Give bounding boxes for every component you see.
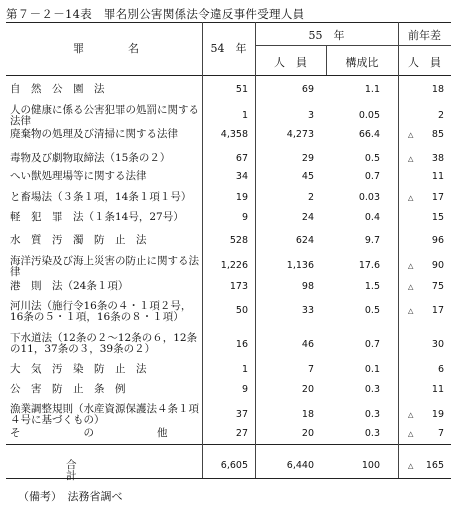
- row-count-54: 9: [241, 212, 248, 223]
- row-diff: 18: [431, 84, 444, 95]
- row-diff: 17: [431, 305, 444, 316]
- row-count-54: 1,226: [220, 260, 248, 271]
- header-55-persons: 人 員: [274, 56, 307, 69]
- row-diff: 6: [437, 364, 444, 375]
- row-ratio-55: 66.4: [358, 129, 380, 140]
- row-count-55: 2: [307, 192, 314, 203]
- row-diff: 15: [431, 212, 444, 223]
- decrease-triangle-icon: △: [408, 307, 414, 315]
- row-diff: 85: [431, 129, 444, 140]
- row-ratio-55: 0.7: [364, 339, 380, 350]
- row-diff: 11: [431, 171, 444, 182]
- row-count-55: 18: [301, 409, 314, 420]
- row-name: 廃棄物の処理及び清掃に関する法律: [10, 128, 178, 140]
- row-ratio-55: 0.1: [364, 364, 380, 375]
- row-count-54: 173: [229, 281, 248, 292]
- decrease-triangle-icon: △: [408, 194, 414, 202]
- row-count-55: 1,136: [286, 260, 314, 271]
- decrease-triangle-icon: △: [408, 283, 414, 291]
- diff-subrule: [398, 45, 451, 46]
- row-count-54: 50: [235, 305, 248, 316]
- row-count-55: 46: [301, 339, 314, 350]
- row-name: 漁業調整規則（水産資源保護法４条１項４号に基づくもの）: [10, 403, 199, 426]
- row-name: 公 害 防 止 条 例: [10, 383, 126, 395]
- row-name: 人の健康に係る公害犯罪の処罰に関する法律: [10, 104, 199, 127]
- decrease-triangle-icon: △: [408, 430, 414, 438]
- total-label: 合 計: [66, 459, 192, 482]
- row-name: そ の 他: [10, 427, 168, 439]
- decrease-triangle-icon: △: [408, 411, 414, 419]
- row-count-55: 29: [301, 153, 314, 164]
- row-diff: 7: [437, 428, 444, 439]
- row-name: と畜場法（３条１項，14条１項１号）: [10, 191, 192, 203]
- row-diff: 30: [431, 339, 444, 350]
- decrease-triangle-icon: △: [408, 462, 414, 470]
- row-count-55: 69: [301, 84, 314, 95]
- row-count-55: 7: [307, 364, 314, 375]
- row-ratio-55: 0.4: [364, 212, 380, 223]
- row-diff: 38: [431, 153, 444, 164]
- row-count-55: 45: [301, 171, 314, 182]
- row-diff: 2: [437, 110, 444, 121]
- row-diff: 90: [431, 260, 444, 271]
- row-ratio-55: 1.1: [364, 84, 380, 95]
- row-count-55: 98: [301, 281, 314, 292]
- row-count-54: 37: [235, 409, 248, 420]
- row-count-54: 51: [235, 84, 248, 95]
- row-count-54: 528: [229, 235, 248, 246]
- row-name: 毒物及び劇物取締法（15条の２）: [10, 152, 171, 164]
- row-count-55: 4,273: [286, 129, 314, 140]
- header-diff: 前年差: [408, 29, 441, 42]
- row-name: 河川法（施行令16条の４・１項２号，16条の５・１項，16条の８・１項）: [10, 300, 192, 323]
- total-diff: 165: [425, 460, 444, 471]
- row-diff: 19: [431, 409, 444, 420]
- decrease-triangle-icon: △: [408, 131, 414, 139]
- row-ratio-55: 0.5: [364, 305, 380, 316]
- row-ratio-55: 0.7: [364, 171, 380, 182]
- row-count-55: 3: [307, 110, 314, 121]
- row-count-54: 27: [235, 428, 248, 439]
- row-count-55: 20: [301, 384, 314, 395]
- row-name: 大 気 汚 染 防 止 法: [10, 363, 147, 375]
- decrease-triangle-icon: △: [408, 262, 414, 270]
- header-diff-persons: 人 員: [408, 56, 441, 69]
- row-ratio-55: 0.03: [358, 192, 380, 203]
- header-crime-name: 罪 名: [73, 42, 139, 55]
- header-year-54: 54 年: [210, 42, 247, 55]
- row-name: 港 則 法（24条１項）: [10, 280, 129, 292]
- row-ratio-55: 1.5: [364, 281, 380, 292]
- row-ratio-55: 0.5: [364, 153, 380, 164]
- row-ratio-55: 0.3: [364, 428, 380, 439]
- row-count-55: 24: [301, 212, 314, 223]
- row-count-54: 1: [241, 364, 248, 375]
- decrease-triangle-icon: △: [408, 155, 414, 163]
- row-count-54: 34: [235, 171, 248, 182]
- header-year-55: 55 年: [308, 29, 345, 42]
- top-rule: [6, 22, 451, 23]
- total-count-54: 6,605: [220, 460, 248, 471]
- row-count-54: 67: [235, 153, 248, 164]
- row-name: 下水道法（12条の２～12条の６，12条の11，37条の３，39条の２）: [10, 332, 198, 355]
- row-count-55: 20: [301, 428, 314, 439]
- row-ratio-55: 0.3: [364, 409, 380, 420]
- total-rule: [6, 444, 451, 445]
- row-count-54: 16: [235, 339, 248, 350]
- data-table: [6, 22, 451, 482]
- row-count-54: 19: [235, 192, 248, 203]
- row-count-54: 9: [241, 384, 248, 395]
- row-ratio-55: 9.7: [364, 235, 380, 246]
- total-ratio-55: 100: [361, 460, 380, 471]
- row-name: 自 然 公 園 法: [10, 83, 105, 95]
- row-diff: 11: [431, 384, 444, 395]
- row-diff: 75: [431, 281, 444, 292]
- table-title: 第７－２－14表 罪名別公害関係法令違反事件受理人員: [6, 7, 305, 21]
- row-count-54: 1: [241, 110, 248, 121]
- row-ratio-55: 0.05: [358, 110, 380, 121]
- row-name: 水 質 汚 濁 防 止 法: [10, 234, 147, 246]
- header-55-ratio: 構成比: [345, 56, 379, 69]
- total-count-55: 6,440: [286, 460, 314, 471]
- row-name: 海洋汚染及び海上災害の防止に関する法律: [10, 255, 199, 278]
- row-name: 軽 犯 罪 法（１条14号，27号）: [10, 211, 184, 223]
- source-note: （備考） 法務省調べ: [18, 490, 123, 503]
- row-diff: 17: [431, 192, 444, 203]
- row-count-55: 624: [295, 235, 314, 246]
- row-diff: 96: [431, 235, 444, 246]
- header-rule: [6, 75, 451, 76]
- row-ratio-55: 0.3: [364, 384, 380, 395]
- row-count-54: 4,358: [220, 129, 248, 140]
- row-count-55: 33: [301, 305, 314, 316]
- row-name: へい獣処理場等に関する法律: [10, 170, 147, 182]
- row-ratio-55: 17.6: [358, 260, 380, 271]
